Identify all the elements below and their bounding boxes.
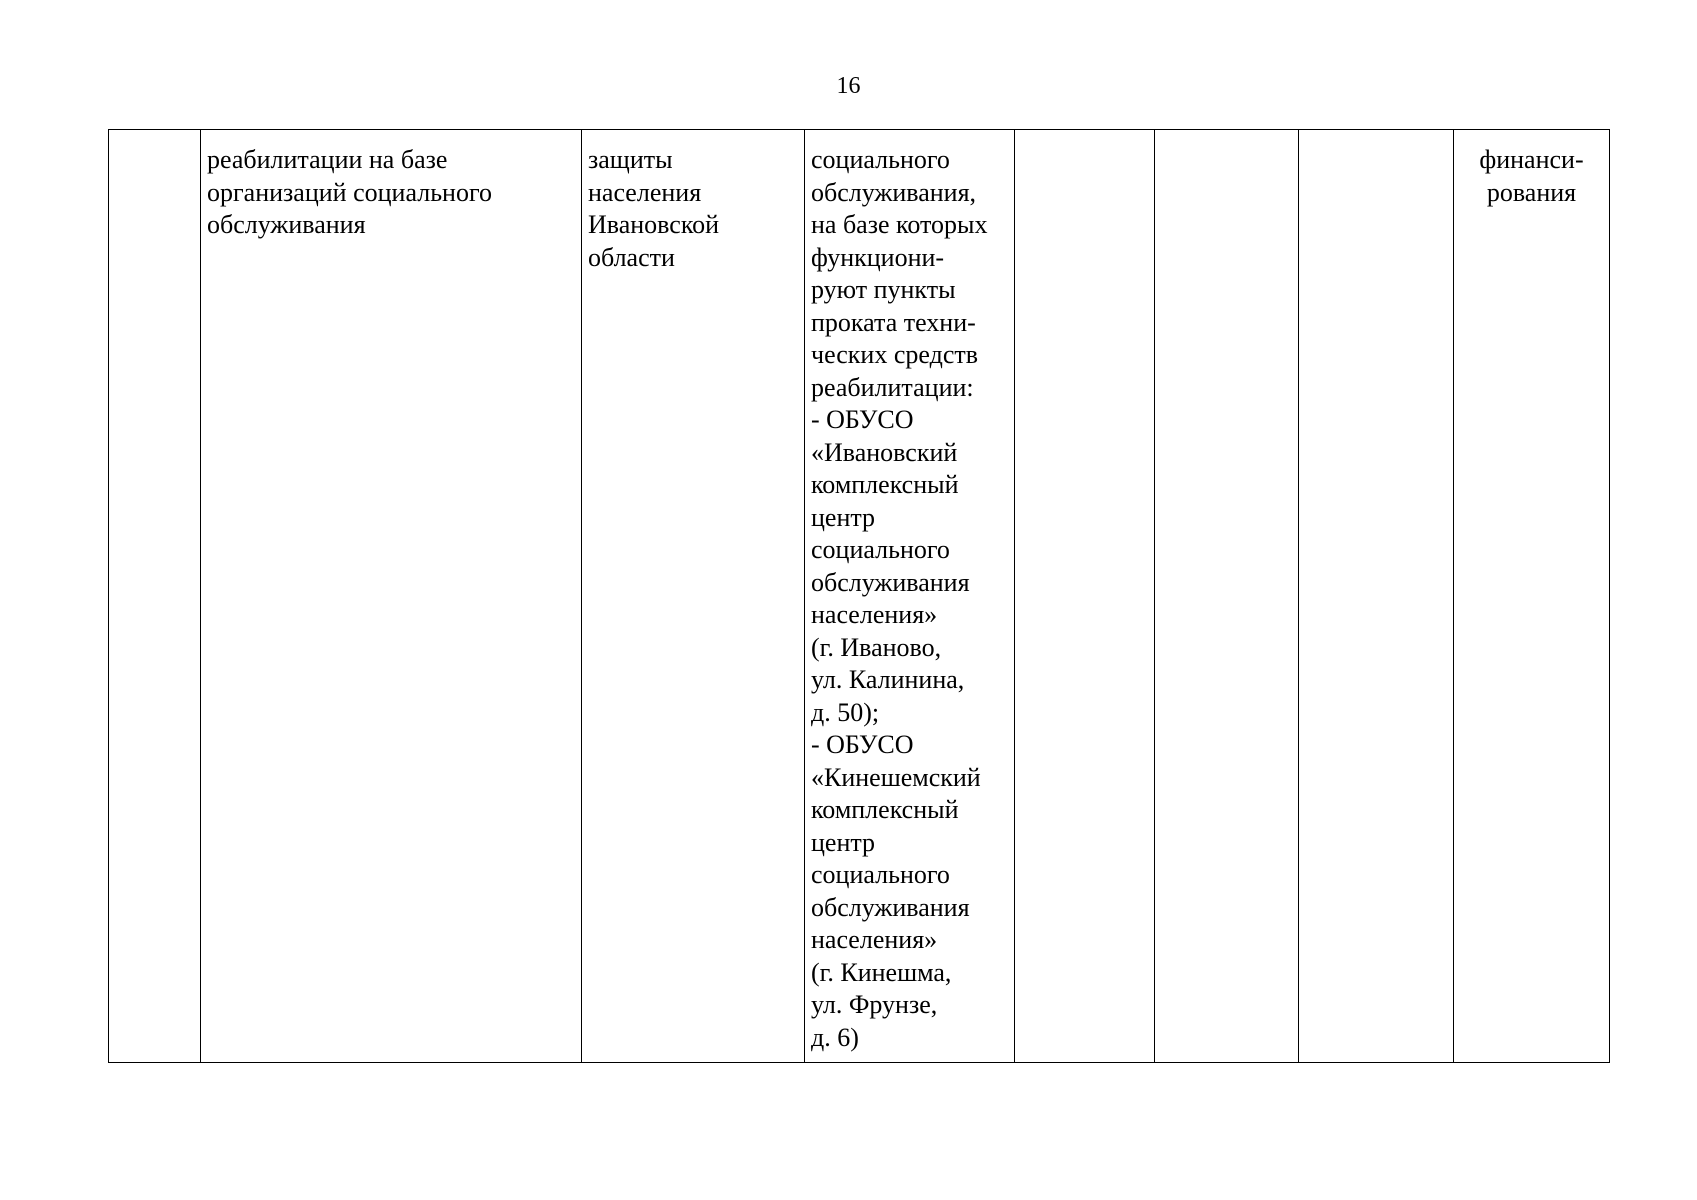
text-line: финанси- <box>1479 145 1584 174</box>
text-line: (г. Кинешма, <box>811 957 952 987</box>
cell-executor <box>582 130 805 1063</box>
text-line: центр <box>811 502 876 532</box>
text-line: обслуживания <box>207 210 366 239</box>
table-row <box>109 130 1610 1063</box>
text-line: - ОБУСО <box>811 405 914 434</box>
cell-empty-7 <box>1299 130 1454 1063</box>
text-line: области <box>588 242 675 272</box>
page-number: 16 <box>836 73 861 99</box>
text-line: Ивановской <box>588 210 720 239</box>
text-line: населения» <box>811 600 938 629</box>
text-line: обслуживания, <box>811 177 977 207</box>
text-line: д. 6) <box>811 1022 859 1052</box>
text-line: ул. Калинина, <box>811 665 965 694</box>
text-line: (г. Иваново, <box>811 632 942 662</box>
text-line: социального <box>811 860 950 889</box>
text-line: ческих средств <box>811 340 978 369</box>
text-line: функциони- <box>811 242 945 272</box>
cell-measure-name <box>201 130 582 1063</box>
text-line: населения» <box>811 925 938 954</box>
text-line: на базе которых <box>811 210 988 239</box>
cell-empty-6 <box>1155 130 1299 1063</box>
text-line: проката техни- <box>811 307 976 337</box>
text-line: населения <box>588 177 702 207</box>
document-table <box>108 129 1610 1063</box>
text-line: реабилитации на базе <box>207 145 448 174</box>
text-line: социального <box>811 535 950 564</box>
text-line: ул. Фрунзе, <box>811 990 938 1019</box>
text-line: обслуживания <box>811 892 970 922</box>
cell-participants <box>805 130 1015 1063</box>
text-line: организаций социального <box>207 177 492 207</box>
cell-empty-5 <box>1015 130 1155 1063</box>
cell-financing <box>1454 130 1610 1063</box>
text-line: комплексный <box>811 470 959 499</box>
text-line: реабилитации: <box>811 372 974 402</box>
text-line: «Кинешемский <box>811 762 981 792</box>
text-line: д. 50); <box>811 697 880 727</box>
text-line: защиты <box>588 145 673 174</box>
text-line: социального <box>811 145 950 174</box>
text-line: центр <box>811 827 876 857</box>
text-line: «Ивановский <box>811 437 958 467</box>
text-line: - ОБУСО <box>811 730 914 759</box>
text-line: комплексный <box>811 795 959 824</box>
text-line: обслуживания <box>811 567 970 597</box>
text-line: рования <box>1486 177 1577 207</box>
text-line: руют пункты <box>811 275 956 304</box>
cell-number <box>109 130 201 1063</box>
